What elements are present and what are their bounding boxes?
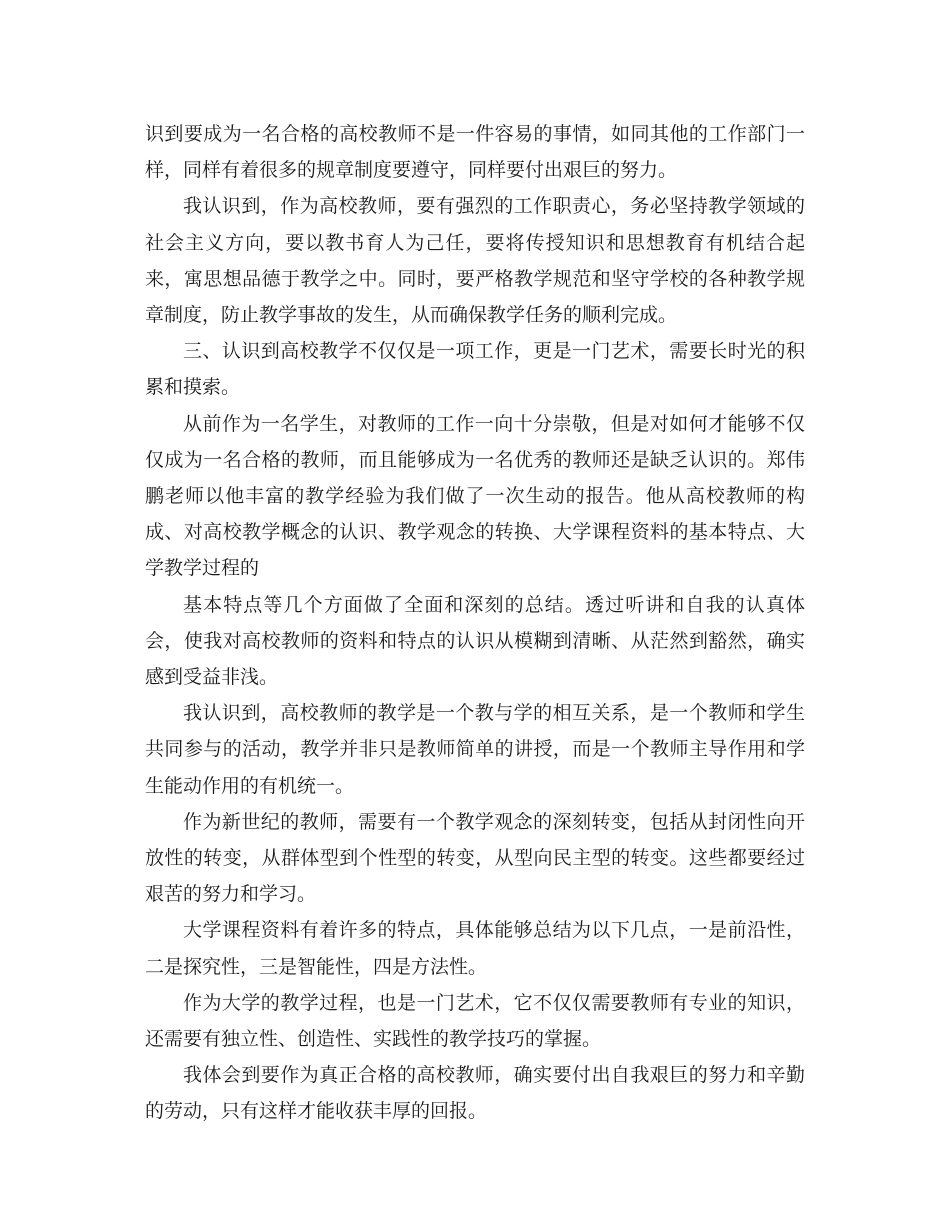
- document-body: [145, 116, 805, 1130]
- section-heading-paragraph: 三、认识到高校教学不仅仅是一项工作，更是一门艺术，需要长时光的积累和摸索。: [145, 340, 805, 399]
- paragraph: 我认识到，作为高校教师，要有强烈的工作职责心，务必坚持教学领域的社会主义方向，要以教书育人为己任，要将传授知识和思想教育有机结合起来，寓思想品德于教学之中。同时，要严格教学规范和坚守学校的各种教学规章制度，防止教学事故的发生，从而确保教学任务的顺利完成。: [145, 195, 805, 327]
- paragraph: 我体会到要作为真正合格的高校教师，确实要付出自我艰巨的努力和辛勤的劳动，只有这样才能收获丰厚的回报。: [145, 1064, 805, 1123]
- paragraph: 我认识到，高校教师的教学是一个教与学的相互关系，是一个教师和学生共同参与的活动，教学并非只是教师简单的讲授，而是一个教师主导作用和学生能动作用的有机统一。: [145, 702, 805, 797]
- paragraph: 作为新世纪的教师，需要有一个教学观念的深刻转变，包括从封闭性向开放性的转变，从群体型到个性型的转变，从型向民主型的转变。这些都要经过艰苦的努力和学习。: [145, 810, 805, 906]
- paragraph: 作为大学的教学过程，也是一门艺术，它不仅仅需要教师有专业的知识，还需要有独立性、创造性、实践性的教学技巧的掌握。: [145, 991, 805, 1051]
- paragraph: 识到要成为一名合格的高校教师不是一件容易的事情，如同其他的工作部门一样，同样有着很多的规章制度要遵守，同样要付出艰巨的努力。: [145, 123, 805, 182]
- paragraph: 大学课程资料有着许多的特点，具体能够总结为以下几点，一是前沿性，二是探究性，三是智能性，四是方法性。: [145, 919, 805, 978]
- paragraph: 从前作为一名学生，对教师的工作一向十分崇敬，但是对如何才能够不仅仅成为一名合格的教师，而且能够成为一名优秀的教师还是缺乏认识的。郑伟鹏老师以他丰富的教学经验为我们做了一次生动的报告。他从高校教师的构成、对高校教学概念的认识、教学观念的转换、大学课程资料的基本特点、大学教学过程的: [145, 412, 805, 580]
- paragraph: 基本特点等几个方面做了全面和深刻的总结。透过听讲和自我的认真体会，使我对高校教师的资料和特点的认识从模糊到清晰、从茫然到豁然，确实感到受益非浅。: [145, 593, 805, 689]
